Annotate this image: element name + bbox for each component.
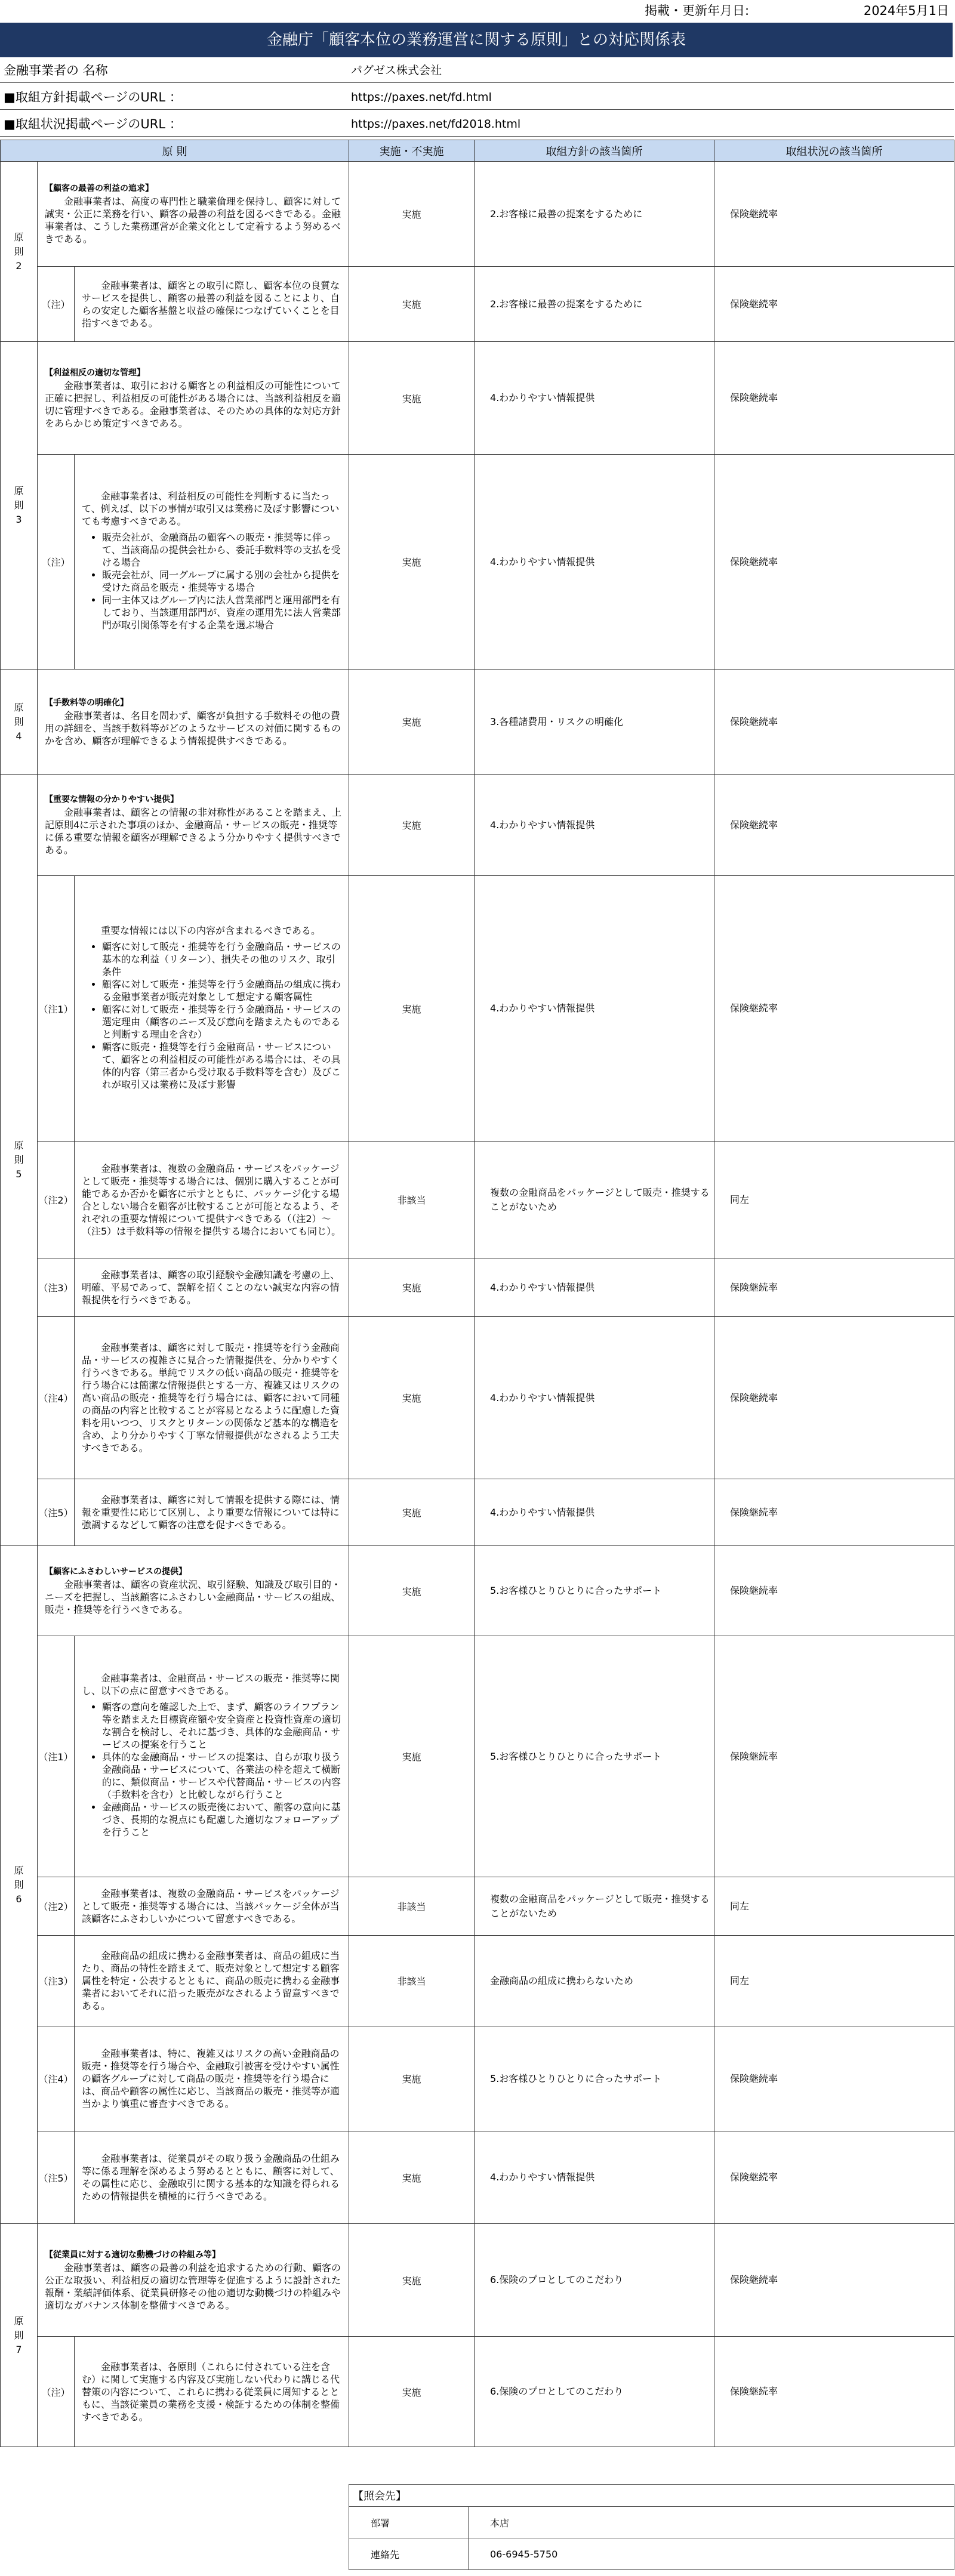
progress-cell: 保険継続率 (714, 1479, 954, 1546)
table-row (1, 1317, 954, 1479)
note-label: （注2） (38, 1142, 75, 1258)
principle-text (38, 1546, 349, 1636)
progress-cell: 保険継続率 (714, 2224, 954, 2337)
progress-cell: 同左 (714, 1142, 954, 1258)
note-text (75, 1258, 349, 1317)
note-body: 金融事業者は、顧客に対して情報を提供する際には、情報を重要性に応じて区別し、より重要な情報については特に強調するなどして顧客の注意を促すべきである。 (82, 1494, 340, 1531)
note-text (75, 1877, 349, 1936)
policy-cell: 複数の金融商品をパッケージとして販売・推奨することがないため (475, 1877, 714, 1936)
principle-text (38, 775, 349, 876)
policy-cell: 5.お客様ひとりひとりに合ったサポート (475, 1546, 714, 1636)
principle-text (38, 2224, 349, 2337)
list-item: • 同一主体又はグループ内に法人営業部門と運用部門を有しており、当該運用部門が、資産の運用先に法人営業部門が取引関係等を有する企業を選ぶ場合 (102, 594, 341, 631)
status-cell: 実施 (349, 2131, 475, 2224)
list-item: • 具体的な金融商品・サービスの提案は、自らが取り扱う金融商品・サービスについて、各業法の枠を超えて横断的に、類似商品・サービスや代替商品・サービスの内容（手数料を含む）と比較しながら行うこと (102, 1751, 341, 1801)
principle-body: 金融事業者は、名目を問わず、顧客が負担する手数料その他の費用の詳細を、当該手数料等がどのようなサービスの対価に関するものかを含め、顧客が理解できるよう情報提供すべきである。 (45, 709, 341, 746)
progress-cell: 保険継続率 (714, 1258, 954, 1317)
list-item: • 顧客に販売・推奨等を行う金融商品・サービスについて、顧客との利益相反の可能性がある場合には、その具体的内容（第三者から受け取る手数料等を含む）及びこれが取引又は業務に及ぼす影響 (102, 1041, 341, 1091)
list-item: • 金融商品・サービスの販売後において、顧客の意向に基づき、長期的な視点にも配慮した適切なフォローアップを行うこと (102, 1801, 341, 1838)
contact-tel-value: 06-6945-5750 (469, 2538, 954, 2570)
note-label: （注5） (38, 2131, 75, 2224)
principle-text (38, 342, 349, 455)
note-label: （注） (38, 267, 75, 342)
page-title: 金融庁「顧客本位の業務運営に関する原則」との対応関係表 (0, 23, 953, 57)
list-item: • 販売会社が、同一グループに属する別の会社から提供を受けた商品を販売・推奨等する場合 (102, 569, 341, 594)
principle-body: 金融事業者は、顧客の資産状況、取引経験、知識及び取引目的・ニーズを把握し、当該顧客にふさわしい金融商品・サービスの組成、販売・推奨等を行うべきである。 (45, 1579, 341, 1615)
progress-cell: 保険継続率 (714, 2026, 954, 2131)
status-cell: 非該当 (349, 1877, 475, 1936)
note-text (75, 2131, 349, 2224)
table-row (1, 2026, 954, 2131)
status-cell: 実施 (349, 1546, 475, 1636)
status-cell: 実施 (349, 670, 475, 775)
table-row (1, 1142, 954, 1258)
table-row (1, 267, 954, 342)
status-url-link[interactable]: https://paxes.net/fd2018.html (351, 118, 521, 131)
note-body: 金融事業者は、顧客に対して販売・推奨等を行う金融商品・サービスの複雑さに見合った情報提供を、分かりやすく行うべきである。単純でリスクの低い商品の販売・推奨等を行う場合には簡潔な情報提供とする一方、複雑又はリスクの高い商品の販売・推奨等を行う場合には、顧客において同種の商品の内容と比較することが容易となるように配慮した資料を用いつつ、リスクとリターンの関係など基本的な構造を含め、より分かりやすく丁寧な情報提供がなされるよう工夫すべきである。 (82, 1342, 340, 1454)
progress-cell: 保険継続率 (714, 775, 954, 876)
status-cell: 実施 (349, 267, 475, 342)
policy-cell: 4.わかりやすい情報提供 (475, 1317, 714, 1479)
company-name-value: パグゼス株式会社 (351, 64, 442, 77)
policy-cell: 金融商品の組成に携わらないため (475, 1936, 714, 2026)
list-item: • 顧客に対して販売・推奨等を行う金融商品・サービスの基本的な利益（リターン）、損失その他のリスク、取引条件 (102, 940, 341, 978)
publication-date-value: 2024年5月1日 (863, 4, 949, 18)
note-text (75, 876, 349, 1142)
progress-cell: 保険継続率 (714, 1317, 954, 1479)
note-list (93, 1701, 341, 1838)
policy-cell: 4.わかりやすい情報提供 (475, 1479, 714, 1546)
contact-title: 【照会先】 (349, 2485, 954, 2507)
note-list (93, 940, 341, 1091)
policy-cell: 6.保険のプロとしてのこだわり (475, 2224, 714, 2337)
note-label: （注4） (38, 2026, 75, 2131)
principle-text (38, 670, 349, 775)
note-label: （注2） (38, 1877, 75, 1936)
status-cell: 実施 (349, 775, 475, 876)
note-list (93, 531, 341, 631)
progress-cell: 同左 (714, 1936, 954, 2026)
table-row (1, 162, 954, 267)
note-label: （注5） (38, 1479, 75, 1546)
note-body: 金融事業者は、複数の金融商品・サービスをパッケージとして販売・推奨等する場合には、個別に購入することが可能であるか否かを顧客に示すとともに、パッケージ化する場合としない場合を顧客が比較することが可能となるよう、それぞれの重要な情報について提供すべきである（（注2）～（注5）は手数料等の情報を提供する場合においても同じ）。 (82, 1162, 341, 1237)
progress-cell: 保険継続率 (714, 2337, 954, 2447)
policy-url-label: ■取組方針掲載ページのURL ： (4, 90, 182, 104)
note-text (75, 2026, 349, 2131)
table-row (1, 1877, 954, 1936)
status-cell: 実施 (349, 2337, 475, 2447)
note-body: 重要な情報には以下の内容が含まれるべきである。 (101, 924, 321, 936)
progress-cell: 同左 (714, 1877, 954, 1936)
policy-url-link[interactable]: https://paxes.net/fd.html (351, 91, 492, 104)
principle-body: 金融事業者は、顧客の最善の利益を追求するための行動、顧客の公正な取扱い、利益相反の適切な管理等を促進するように設計された報酬・業績評価体系、従業員研修その他の適切な動機づけの枠組みや適切なガバナンス体制を整備すべきである。 (45, 2262, 341, 2311)
note-text (75, 1317, 349, 1479)
list-item: • 顧客の意向を確認した上で、まず、顧客のライフプラン等を踏まえた目標資産額や安全資産と投資性資産の適切な割合を検討し、それに基づき、具体的な金融商品・サービスの提案を行うこと (102, 1701, 341, 1751)
progress-cell: 保険継続率 (714, 342, 954, 455)
publication-date-label: 掲載・更新年月日: (645, 4, 750, 18)
status-url-label: ■取組状況掲載ページのURL ： (4, 117, 182, 131)
status-url-row (0, 112, 954, 137)
note-body: 金融事業者は、各原則（これらに付されている注を含む）に関して実施する内容及び実施しない代わりに講じる代替策の内容について、これらに携わる従業員に周知するとともに、当該従業員の業務を支援・検証するための体制を整備すべきである。 (82, 2361, 340, 2423)
principle-number: 原 則 7 (1, 2224, 38, 2447)
policy-cell: 4.わかりやすい情報提供 (475, 455, 714, 670)
principle-body: 金融事業者は、取引における顧客との利益相反の可能性について正確に把握し、利益相反の可能性がある場合には、当該利益相反を適切に管理すべきである。金融事業者は、そのための具体的な対応方針をあらかじめ策定すべきである。 (45, 380, 341, 429)
progress-cell: 保険継続率 (714, 455, 954, 670)
column-header-principle: 原 則 (1, 140, 349, 162)
policy-cell: 4.わかりやすい情報提供 (475, 2131, 714, 2224)
contact-tel-label: 連絡先 (349, 2538, 469, 2570)
principle-number: 原 則 6 (1, 1546, 38, 2224)
note-text (75, 1142, 349, 1258)
progress-cell: 保険継続率 (714, 162, 954, 267)
status-cell: 実施 (349, 162, 475, 267)
progress-cell: 保険継続率 (714, 267, 954, 342)
table-row (1, 1479, 954, 1546)
principle-heading: 【利益相反の適切な管理】 (45, 368, 145, 378)
principle-body: 金融事業者は、顧客との情報の非対称性があることを踏まえ、上記原則4に示された事項のほか、金融商品・サービスの販売・推奨等に係る重要な情報を顧客が理解できるよう分かりやすく提供すべきである。 (45, 807, 341, 856)
table-row (1, 342, 954, 455)
status-cell: 実施 (349, 342, 475, 455)
note-label: （注3） (38, 1936, 75, 2026)
status-cell: 非該当 (349, 1142, 475, 1258)
principle-text (38, 162, 349, 267)
status-cell: 実施 (349, 1636, 475, 1877)
table-header-row (1, 140, 954, 162)
principle-number: 原 則 3 (1, 342, 38, 670)
column-header-status: 実施・不実施 (349, 140, 475, 162)
table-row (1, 1936, 954, 2026)
contact-table (349, 2484, 954, 2570)
policy-cell: 3.各種諸費用・リスクの明確化 (475, 670, 714, 775)
table-row (1, 1636, 954, 1877)
note-body: 金融事業者は、従業員がその取り扱う金融商品の仕組み等に係る理解を深めるよう努めるとともに、顧客に対して、その属性に応じ、金融取引に関する基本的な知識を得られるための情報提供を積極的に行うべきである。 (82, 2153, 340, 2202)
principle-heading: 【従業員に対する適切な動機づけの枠組み等】 (45, 2250, 220, 2260)
note-text (75, 2337, 349, 2447)
progress-cell: 保険継続率 (714, 1546, 954, 1636)
table-row (1, 1258, 954, 1317)
status-cell: 実施 (349, 876, 475, 1142)
column-header-progress: 取組状況の該当箇所 (714, 140, 954, 162)
status-cell: 非該当 (349, 1936, 475, 2026)
note-body: 金融事業者は、特に、複雑又はリスクの高い金融商品の販売・推奨等を行う場合や、金融取引被害を受けやすい属性の顧客グループに対して商品の販売・推奨等を行う場合には、商品や顧客の属性に応じ、当該商品の販売・推奨等が適当かより慎重に審査すべきである。 (82, 2048, 340, 2109)
note-text (75, 1636, 349, 1877)
principle-number: 原 則 4 (1, 670, 38, 775)
status-cell: 実施 (349, 2026, 475, 2131)
note-body: 金融商品の組成に携わる金融事業者は、商品の組成に当たり、商品の特性を踏まえて、販売対象として想定する顧客属性を特定・公表するとともに、商品の販売に携わる金融事業者においてそれに沿った販売がなされるよう留意すべきである。 (82, 1950, 340, 2012)
table-row (1, 455, 954, 670)
note-label: （注） (38, 455, 75, 670)
publication-date (645, 0, 949, 21)
company-name-row (0, 58, 954, 83)
status-cell: 実施 (349, 2224, 475, 2337)
table-row (1, 876, 954, 1142)
policy-cell: 4.わかりやすい情報提供 (475, 775, 714, 876)
policy-cell: 4.わかりやすい情報提供 (475, 876, 714, 1142)
progress-cell: 保険継続率 (714, 670, 954, 775)
status-cell: 実施 (349, 455, 475, 670)
note-body: 金融事業者は、顧客との取引に際し、顧客本位の良質なサービスを提供し、顧客の最善の利益を図ることにより、自らの安定した顧客基盤と収益の確保につなげていくことを目指すべきである。 (82, 279, 340, 329)
policy-cell: 5.お客様ひとりひとりに合ったサポート (475, 1636, 714, 1877)
table-row (1, 2337, 954, 2447)
policy-cell: 複数の金融商品をパッケージとして販売・推奨することがないため (475, 1142, 714, 1258)
contact-dept-value: 本店 (469, 2507, 954, 2538)
policy-cell: 4.わかりやすい情報提供 (475, 342, 714, 455)
note-text (75, 1479, 349, 1546)
progress-cell: 保険継続率 (714, 876, 954, 1142)
note-text (75, 455, 349, 670)
table-row (1, 2224, 954, 2337)
correspondence-table (0, 140, 954, 2447)
principle-heading: 【顧客の最善の利益の追求】 (45, 184, 153, 193)
note-label: （注） (38, 2337, 75, 2447)
list-item: • 顧客に対して販売・推奨等を行う金融商品・サービスの選定理由（顧客のニーズ及び意向を踏まえたものであると判断する理由を含む） (102, 1003, 341, 1041)
list-item: • 販売会社が、金融商品の顧客への販売・推奨等に伴って、当該商品の提供会社から、委託手数料等の支払を受ける場合 (102, 531, 341, 569)
contact-dept-label: 部署 (349, 2507, 469, 2538)
note-body: 金融事業者は、利益相反の可能性を判断するに当たって、例えば、以下の事情が取引又は業務に及ぼす影響についても考慮すべきである。 (82, 490, 340, 527)
note-label: （注1） (38, 1636, 75, 1877)
note-body: 金融事業者は、複数の金融商品・サービスをパッケージとして販売・推奨等する場合には、当該パッケージ全体が当該顧客にふさわしいかについて留意すべきである。 (82, 1888, 340, 1924)
policy-cell: 2.お客様に最善の提案をするために (475, 267, 714, 342)
note-body: 金融事業者は、金融商品・サービスの販売・推奨等に関し、以下の点に留意すべきである。 (82, 1673, 340, 1696)
note-label: （注4） (38, 1317, 75, 1479)
note-label: （注3） (38, 1258, 75, 1317)
status-cell: 実施 (349, 1258, 475, 1317)
list-item: • 顧客に対して販売・推奨等を行う金融商品の組成に携わる金融事業者が販売対象として想定する顧客属性 (102, 978, 341, 1003)
policy-url-row (0, 85, 954, 110)
status-cell: 実施 (349, 1317, 475, 1479)
principle-body: 金融事業者は、高度の専門性と職業倫理を保持し、顧客に対して誠実・公正に業務を行い、顧客の最善の利益を図るべきである。金融事業者は、こうした業務運営が企業文化として定着するよう努めるべきである。 (45, 196, 341, 245)
table-row (1, 775, 954, 876)
principle-heading: 【手数料等の明確化】 (45, 698, 128, 708)
principle-number: 原 則 2 (1, 162, 38, 342)
note-text (75, 1936, 349, 2026)
progress-cell: 保険継続率 (714, 1636, 954, 1877)
column-header-policy: 取組方針の該当箇所 (475, 140, 714, 162)
note-label: （注1） (38, 876, 75, 1142)
status-cell: 実施 (349, 1479, 475, 1546)
principle-number: 原 則 5 (1, 775, 38, 1546)
policy-cell: 4.わかりやすい情報提供 (475, 1258, 714, 1317)
policy-cell: 5.お客様ひとりひとりに合ったサポート (475, 2026, 714, 2131)
note-body: 金融事業者は、顧客の取引経験や金融知識を考慮の上、明確、平易であって、誤解を招くことのない誠実な内容の情報提供を行うべきである。 (82, 1269, 340, 1306)
progress-cell: 保険継続率 (714, 2131, 954, 2224)
table-row (1, 2131, 954, 2224)
policy-cell: 6.保険のプロとしてのこだわり (475, 2337, 714, 2447)
table-row (1, 670, 954, 775)
company-name-label: 金融事業者の 名称 (4, 63, 108, 78)
note-text (75, 267, 349, 342)
table-row (1, 1546, 954, 1636)
policy-cell: 2.お客様に最善の提案をするために (475, 162, 714, 267)
principle-heading: 【重要な情報の分かりやすい提供】 (45, 795, 178, 804)
principle-heading: 【顧客にふさわしいサービスの提供】 (45, 1567, 187, 1577)
